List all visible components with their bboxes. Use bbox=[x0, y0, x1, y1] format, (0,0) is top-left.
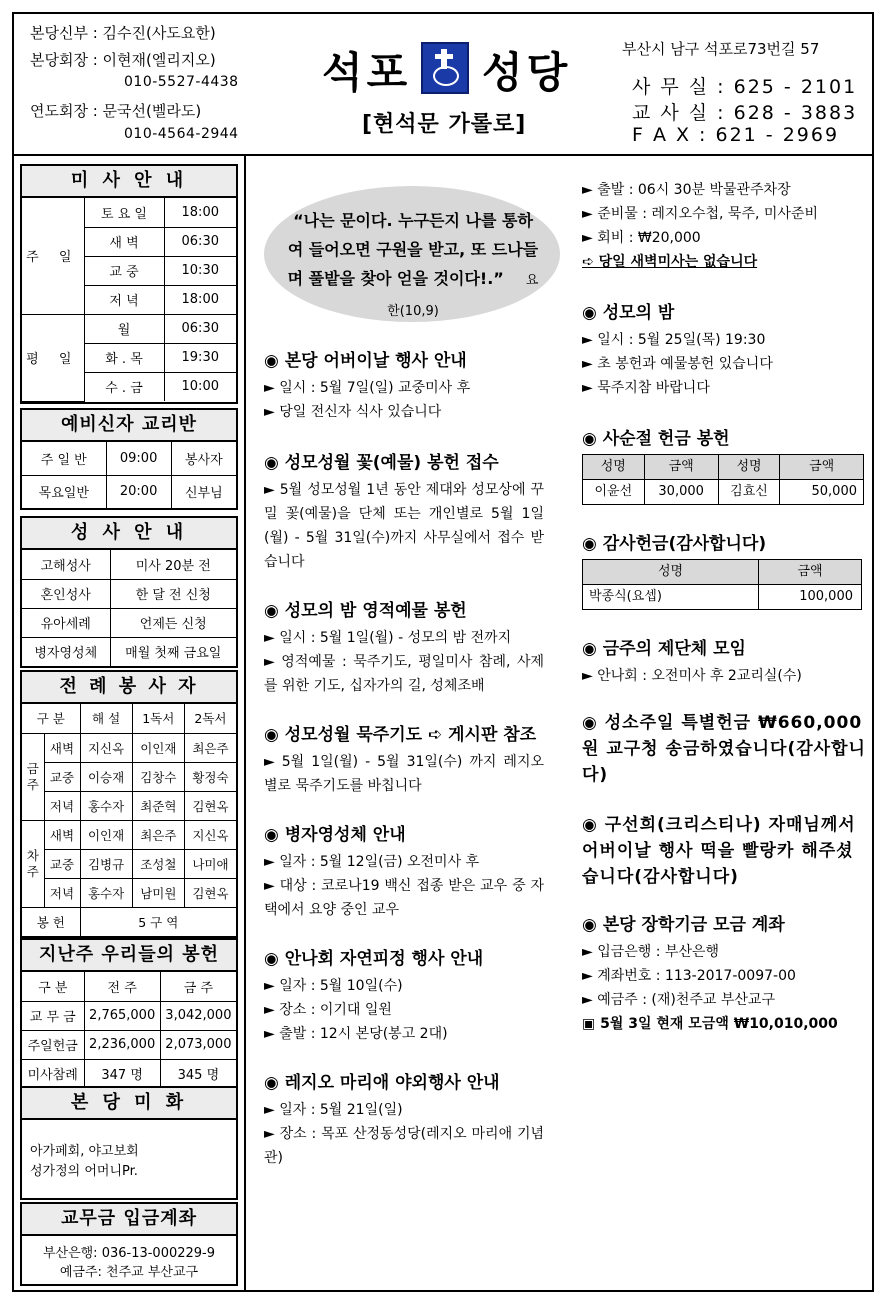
section-line: ► 대상 : 코로나19 백신 접종 받은 교우 중 자택에서 요양 중인 교우 bbox=[264, 878, 544, 918]
liturgy-slot: 교중 bbox=[44, 762, 80, 791]
liturgy-head: 해 설 bbox=[80, 704, 132, 733]
table-head: 성명 bbox=[718, 455, 780, 480]
office-phone: 사 무 실 : 625 - 2101 bbox=[632, 76, 858, 98]
section-line: ► 안나회 : 오전미사 후 2교리실(수) bbox=[582, 668, 802, 684]
section-line: ► 묵주지참 바랍니다 bbox=[582, 380, 710, 396]
commentator: 홍수자 bbox=[80, 791, 132, 820]
liturgy-slot: 저녁 bbox=[44, 878, 80, 907]
reader-2: 나미애 bbox=[184, 849, 236, 878]
offering-table bbox=[22, 972, 236, 1088]
offering-title: 지난주 우리들의 봉헌 bbox=[22, 940, 236, 972]
beautify-line: 성가정의 어머니Pr. bbox=[30, 1164, 138, 1179]
table-head: 성명 bbox=[583, 560, 759, 585]
weekday-label: 평 일 bbox=[22, 314, 84, 401]
section-line: ► 입금은행 : 부산은행 bbox=[582, 944, 720, 960]
table-head: 금액 bbox=[780, 455, 864, 480]
commentator: 김병규 bbox=[80, 849, 132, 878]
chairman-phone: 010-5527-4438 bbox=[124, 74, 239, 90]
liturgy-box bbox=[20, 670, 238, 938]
vocation-offering-notice: ◉ 성소주일 특별헌금 ₩660,000원 교구청 송금하였습니다(감사합니다) bbox=[582, 713, 866, 785]
title-left: 석포 bbox=[322, 48, 412, 97]
section-title: ◉ 성모성월 묵주기도 ➪ 게시판 참조 bbox=[264, 725, 537, 745]
class-time: 20:00 bbox=[106, 475, 171, 508]
commentator: 홍수자 bbox=[80, 878, 132, 907]
liturgy-head: 1독서 bbox=[132, 704, 184, 733]
mass-time: 18:00 bbox=[164, 198, 236, 227]
liturgy-slot: 새벽 bbox=[44, 733, 80, 762]
section-line: ► 일자 : 5월 10일(수) bbox=[264, 978, 403, 994]
section-title: ◉ 본당 어버이날 행사 안내 bbox=[264, 351, 467, 371]
section-title: ◉ 성모성월 꽃(예물) 봉헌 접수 bbox=[264, 453, 499, 473]
catechumen-title: 예비신자 교리반 bbox=[22, 410, 236, 442]
section-line: ► 5월 1일(월) - 5월 31일(수) 까지 레지오 별로 묵주기도를 바칩니다 bbox=[264, 754, 544, 794]
mass-day: 저 녁 bbox=[84, 285, 164, 314]
sacrament-name: 혼인성사 bbox=[22, 579, 110, 608]
bulletin-header bbox=[14, 14, 872, 156]
sacrament-info: 미사 20분 전 bbox=[110, 550, 236, 579]
column-divider bbox=[244, 156, 246, 1292]
class-name: 주 일 반 bbox=[22, 442, 106, 475]
table-head: 성명 bbox=[583, 455, 645, 480]
catechumen-box bbox=[20, 408, 238, 510]
section-title: ◉ 성모의 밤 영적예물 봉헌 bbox=[264, 601, 467, 621]
sacrament-info: 언제든 신청 bbox=[110, 608, 236, 637]
mass-time: 10:30 bbox=[164, 256, 236, 285]
catechism-phone: 교 사 실 : 628 - 3883 bbox=[632, 102, 858, 124]
this-week-value: 2,073,000 bbox=[160, 1030, 236, 1059]
next-week-label: 차주 bbox=[22, 820, 44, 907]
beautify-title: 본 당 미 화 bbox=[22, 1088, 236, 1120]
section-line: ► 일자 : 5월 21일(일) bbox=[264, 1102, 403, 1118]
account-title: 교무금 입금계좌 bbox=[22, 1204, 236, 1236]
account-line: 부산은행: 036-13-000229-9 bbox=[42, 1246, 216, 1261]
donor-name: 이윤선 bbox=[583, 480, 645, 505]
mass-day: 교 중 bbox=[84, 256, 164, 285]
donation-amount: 30,000 bbox=[644, 480, 718, 505]
section-line: ► 초 봉헌과 예물봉헌 있습니다 bbox=[582, 356, 773, 372]
mass-day: 토 요 일 bbox=[84, 198, 164, 227]
section-line: ► 일시 : 5월 7일(일) 교중미사 후 bbox=[264, 380, 471, 396]
sacrament-info: 매월 첫째 금요일 bbox=[110, 637, 236, 666]
liturgy-head: 2독서 bbox=[184, 704, 236, 733]
offering-label: 봉 헌 bbox=[22, 907, 80, 936]
account-line: 예금주: 천주교 부산교구 bbox=[59, 1265, 199, 1280]
offering-head: 구 분 bbox=[22, 972, 84, 1001]
mass-time: 06:30 bbox=[164, 227, 236, 256]
section-title: ◉ 본당 장학기금 모금 계좌 bbox=[582, 915, 785, 935]
mass-time: 18:00 bbox=[164, 285, 236, 314]
section-line: ► 5월 성모성월 1년 동안 제대와 성모상에 꾸밀 꽃(예물)을 단체 또는 개인별로 5월 1일(월) - 5월 31일(수)까지 사무실에서 접수 받습니다 bbox=[264, 482, 544, 570]
mass-day: 화 . 목 bbox=[84, 343, 164, 372]
mass-day: 월 bbox=[84, 314, 164, 343]
liturgy-slot: 저녁 bbox=[44, 791, 80, 820]
catechumen-table bbox=[22, 442, 236, 508]
right-column bbox=[582, 178, 866, 1036]
commentator: 이승재 bbox=[80, 762, 132, 791]
section-title: ◉ 금주의 제단체 모임 bbox=[582, 639, 746, 659]
this-week-value: 345 명 bbox=[160, 1059, 236, 1088]
mass-time: 10:00 bbox=[164, 372, 236, 401]
section-line: ► 영적예물 : 묵주기도, 평일미사 참례, 사제를 위한 기도, 십자가의 길, 성체조배 bbox=[264, 654, 544, 694]
beautify-box bbox=[20, 1086, 238, 1200]
table-head: 금액 bbox=[644, 455, 718, 480]
quote-reference: 요한(10,9) bbox=[387, 273, 539, 319]
section-line: ► 일시 : 5월 25일(목) 19:30 bbox=[582, 332, 766, 348]
district-chair-line: 연도회장 : 문국선(벨라도) bbox=[30, 102, 202, 120]
reader-1: 이인재 bbox=[132, 733, 184, 762]
scripture-quote bbox=[264, 186, 560, 322]
reader-1: 남미원 bbox=[132, 878, 184, 907]
class-teacher: 신부님 bbox=[171, 475, 236, 508]
section-line: ► 예금주 : (재)천주교 부산교구 bbox=[582, 992, 775, 1008]
donation-amount: 50,000 bbox=[780, 480, 864, 505]
section-line: ► 일자 : 5월 12일(금) 오전미사 후 bbox=[264, 854, 480, 870]
chairman-line: 본당회장 : 이현재(엘리지오) bbox=[30, 51, 216, 69]
reader-2: 황정숙 bbox=[184, 762, 236, 791]
sacrament-title: 성 사 안 내 bbox=[22, 518, 236, 550]
church-logo-icon bbox=[421, 42, 469, 94]
section-title: ◉ 성모의 밤 bbox=[582, 303, 675, 323]
commentator: 지신옥 bbox=[80, 733, 132, 762]
no-dawn-mass-notice: ➪ 당일 새벽미사는 없습니다 bbox=[582, 254, 758, 270]
patron-subtitle: [현석문 가롤로] bbox=[362, 112, 527, 137]
offering-category: 주일헌금 bbox=[22, 1030, 84, 1059]
section-line: ► 계좌번호 : 113-2017-0097-00 bbox=[582, 968, 796, 984]
mass-day: 수 . 금 bbox=[84, 372, 164, 401]
account-box bbox=[20, 1202, 238, 1286]
reader-2: 최은주 bbox=[184, 733, 236, 762]
liturgy-slot: 새벽 bbox=[44, 820, 80, 849]
section-line: ► 준비물 : 레지오수첩, 묵주, 미사준비 bbox=[582, 206, 818, 222]
section-line: ► 당일 전신자 식사 있습니다 bbox=[264, 404, 442, 420]
last-week-value: 2,765,000 bbox=[84, 1001, 160, 1030]
sacrament-name: 유아세례 bbox=[22, 608, 110, 637]
scholarship-total: ▣ 5월 3일 현재 모금액 ₩10,010,000 bbox=[582, 1016, 838, 1032]
bulletin-frame bbox=[12, 12, 874, 1292]
commentator: 이인재 bbox=[80, 820, 132, 849]
section-title: ◉ 사순절 헌금 봉헌 bbox=[582, 429, 730, 449]
offering-category: 미사참례 bbox=[22, 1059, 84, 1088]
donation-amount: 100,000 bbox=[759, 585, 862, 610]
title-right: 성당 bbox=[482, 48, 572, 97]
mass-day: 새 벽 bbox=[84, 227, 164, 256]
offering-box bbox=[20, 938, 238, 1090]
mass-time: 06:30 bbox=[164, 314, 236, 343]
class-time: 09:00 bbox=[106, 442, 171, 475]
liturgy-head: 구 분 bbox=[22, 704, 80, 733]
section-title: ◉ 감사헌금(감사합니다) bbox=[582, 534, 767, 554]
reader-1: 최준혁 bbox=[132, 791, 184, 820]
section-line: ► 회비 : ₩20,000 bbox=[582, 230, 701, 246]
district-phone: 010-4564-2944 bbox=[124, 126, 239, 142]
reader-2: 지신옥 bbox=[184, 820, 236, 849]
mass-schedule-box bbox=[20, 164, 238, 404]
sunday-label: 주 일 bbox=[22, 198, 84, 314]
section-title: ◉ 안나회 자연피정 행사 안내 bbox=[264, 949, 484, 969]
this-week-value: 3,042,000 bbox=[160, 1001, 236, 1030]
liturgy-slot: 교중 bbox=[44, 849, 80, 878]
reader-1: 김창수 bbox=[132, 762, 184, 791]
address: 부산시 남구 석포로73번길 57 bbox=[622, 40, 820, 58]
mass-schedule-title: 미 사 안 내 bbox=[22, 166, 236, 198]
section-line: ► 출발 : 06시 30분 박물관주차장 bbox=[582, 182, 791, 198]
sacrament-box bbox=[20, 516, 238, 668]
sacrament-name: 고해성사 bbox=[22, 550, 110, 579]
pastor-line: 본당신부 : 김수진(사도요한) bbox=[30, 24, 216, 42]
liturgy-table bbox=[22, 704, 236, 936]
donor-name: 박종식(요셉) bbox=[583, 585, 759, 610]
section-title: ◉ 병자영성체 안내 bbox=[264, 825, 406, 845]
liturgy-title: 전 례 봉 사 자 bbox=[22, 672, 236, 704]
thanks-notice: ◉ 구선희(크리스티나) 자매님께서 어버이날 행사 떡을 빨랑카 해주셨습니다(감사합니다) bbox=[582, 815, 856, 887]
table-head: 금액 bbox=[759, 560, 862, 585]
mass-time: 19:30 bbox=[164, 343, 236, 372]
section-line: ► 장소 : 목포 산정동성당(레지오 마리애 기념관) bbox=[264, 1126, 544, 1166]
donor-name: 김효신 bbox=[718, 480, 780, 505]
offering-head: 금 주 bbox=[160, 972, 236, 1001]
last-week-value: 347 명 bbox=[84, 1059, 160, 1088]
sacrament-table bbox=[22, 550, 236, 666]
middle-column bbox=[264, 348, 544, 1170]
mass-schedule-table bbox=[22, 198, 236, 402]
this-week-label: 금주 bbox=[22, 733, 44, 820]
section-line: ► 출발 : 12시 본당(봉고 2대) bbox=[264, 1026, 448, 1042]
reader-2: 김현옥 bbox=[184, 878, 236, 907]
sacrament-name: 병자영성체 bbox=[22, 637, 110, 666]
offering-group: 5 구 역 bbox=[80, 907, 236, 936]
beautify-line: 아가페회, 야고보회 bbox=[30, 1144, 139, 1159]
section-line: ► 일시 : 5월 1일(월) - 성모의 밤 전까지 bbox=[264, 630, 512, 646]
sacrament-info: 한 달 전 신청 bbox=[110, 579, 236, 608]
section-line: ► 장소 : 이기대 일원 bbox=[264, 1002, 392, 1018]
section-title: ◉ 레지오 마리애 야외행사 안내 bbox=[264, 1073, 500, 1093]
last-week-value: 2,236,000 bbox=[84, 1030, 160, 1059]
lent-offering-table bbox=[582, 454, 864, 505]
offering-category: 교 무 금 bbox=[22, 1001, 84, 1030]
class-name: 목요일반 bbox=[22, 475, 106, 508]
reader-2: 김현옥 bbox=[184, 791, 236, 820]
fax-number: F A X : 621 - 2969 bbox=[632, 124, 840, 146]
reader-1: 최은주 bbox=[132, 820, 184, 849]
church-title bbox=[314, 36, 574, 96]
quote-text: “나는 문이다. 누구든지 나를 통하여 들어오면 구원을 받고, 또 드나들며 풀밭을 찾아 얻을 것이다!.” bbox=[287, 211, 539, 288]
offering-head: 전 주 bbox=[84, 972, 160, 1001]
reader-1: 조성철 bbox=[132, 849, 184, 878]
thanks-offering-table bbox=[582, 559, 862, 610]
class-teacher: 봉사자 bbox=[171, 442, 236, 475]
